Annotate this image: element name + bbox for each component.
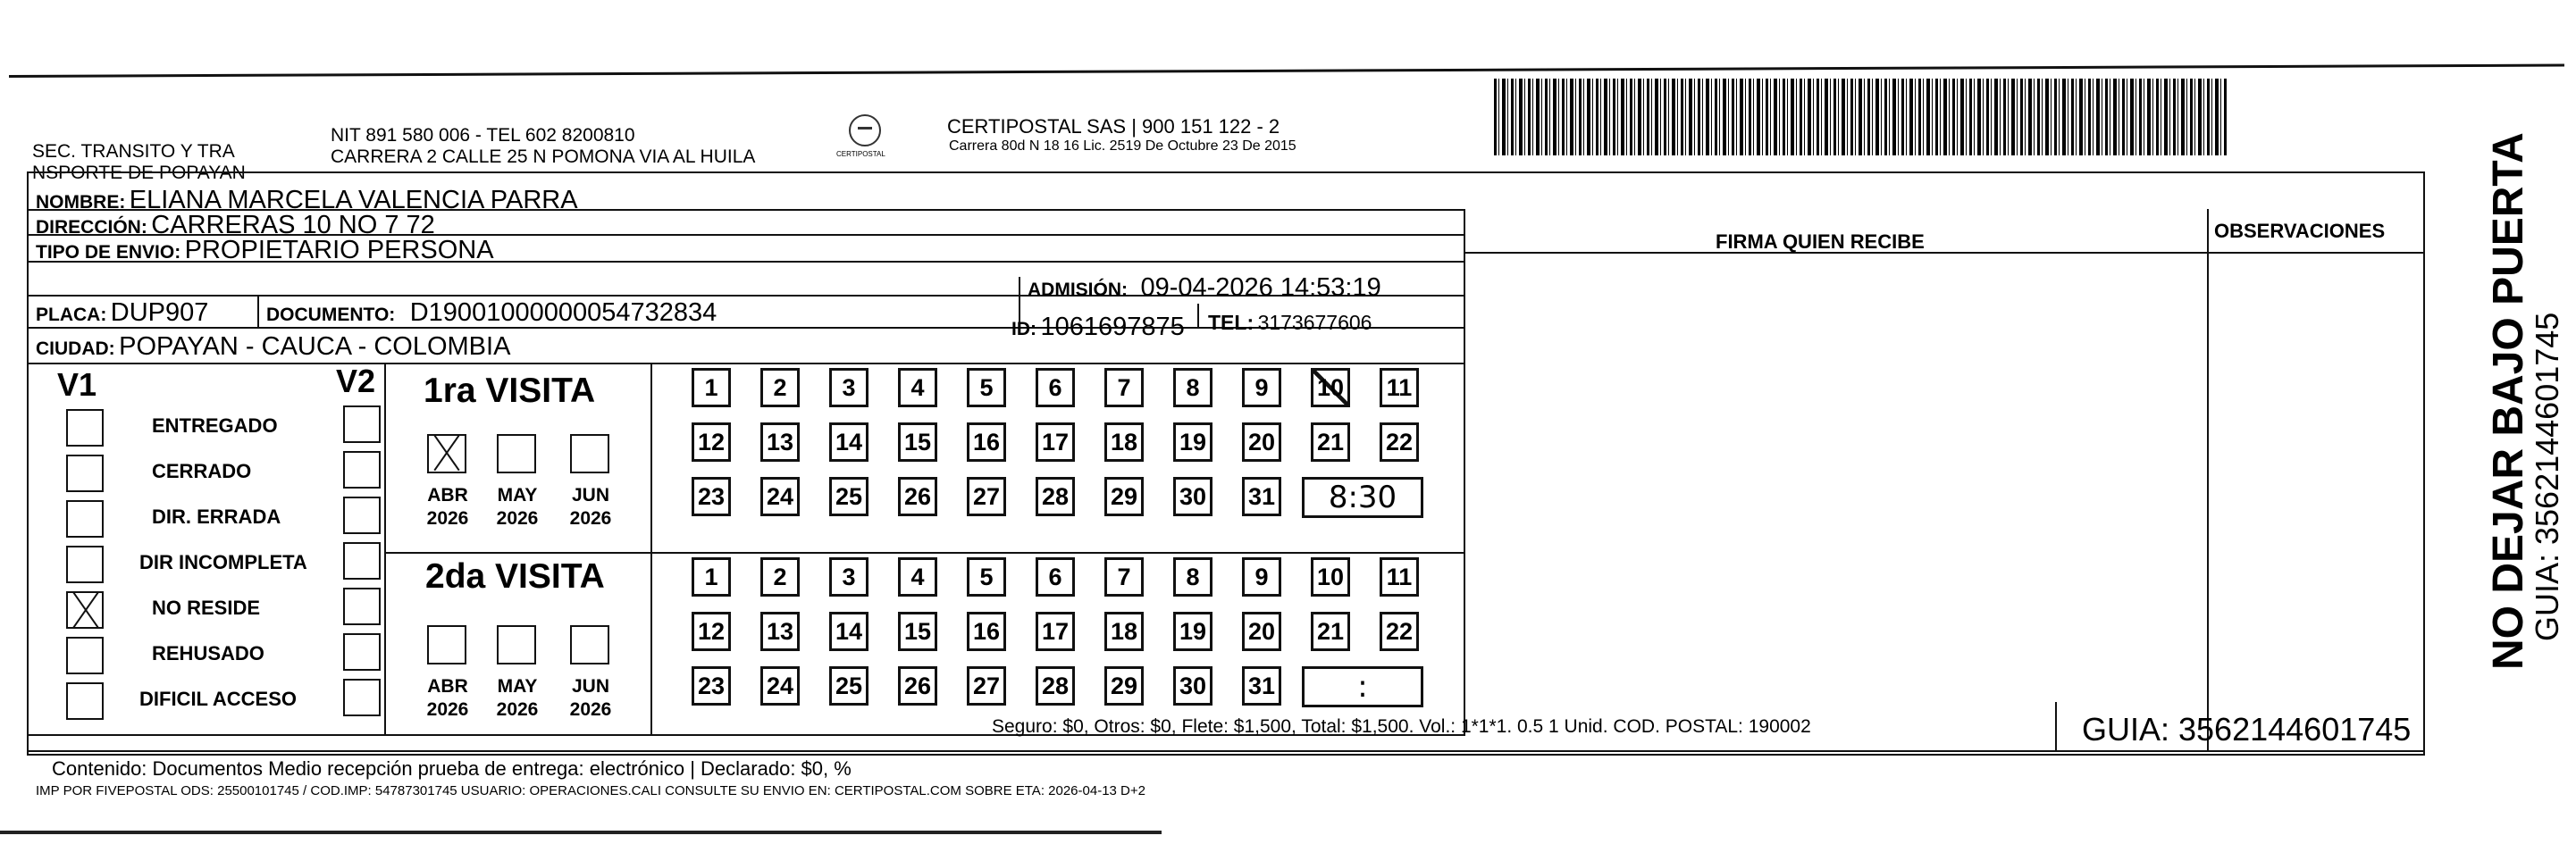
cell-divider <box>1197 304 1199 327</box>
day-box[interactable]: 12 <box>692 422 731 462</box>
bottom-rule <box>0 831 1162 834</box>
v1-header: V1 <box>57 366 97 403</box>
v2-checkbox[interactable] <box>343 633 381 671</box>
visit-left-border <box>384 363 386 736</box>
side-warning: NO DEJAR BAJO PUERTA <box>2485 132 2532 670</box>
month-name: MAY <box>497 485 538 506</box>
day-box[interactable]: 6 <box>1036 368 1075 407</box>
v1-checkbox[interactable] <box>66 591 104 629</box>
status-label: DIR. ERRADA <box>152 506 281 528</box>
day-box[interactable]: 22 <box>1380 612 1419 651</box>
month-name: ABR <box>427 485 468 506</box>
month-name: JUN <box>571 485 609 506</box>
day-box[interactable]: 23 <box>692 666 731 706</box>
side-guia: GUIA: 3562144601745 <box>2529 312 2565 641</box>
day-box[interactable]: 8 <box>1173 368 1212 407</box>
day-box[interactable]: 25 <box>829 477 868 516</box>
day-box[interactable]: 17 <box>1036 612 1075 651</box>
city-value: POPAYAN - CAUCA - COLOMBIA <box>119 332 511 361</box>
v1-checkbox[interactable] <box>66 682 104 720</box>
month-name: JUN <box>571 676 609 697</box>
day-box[interactable]: 29 <box>1104 477 1144 516</box>
time-box[interactable]: : <box>1302 666 1423 707</box>
footer-line-1: Contenido: Documentos Medio recepción prueba de entrega: electrónico | Declarado: $0, % <box>52 757 852 780</box>
name-label: NOMBRE: <box>36 192 126 213</box>
day-box[interactable]: 6 <box>1036 557 1075 597</box>
document-value: D19001000000054732834 <box>409 298 717 327</box>
signature-header-divider <box>1465 252 2423 254</box>
day-box[interactable]: 11 <box>1380 368 1419 407</box>
status-label: DIR INCOMPLETA <box>139 551 307 573</box>
day-box[interactable]: 25 <box>829 666 868 706</box>
day-box[interactable]: 20 <box>1242 422 1281 462</box>
days-left-border <box>650 363 652 736</box>
shipping-value: PROPIETARIO PERSONA <box>184 236 494 264</box>
v1-checkbox[interactable] <box>66 409 104 447</box>
month-label <box>559 675 622 722</box>
address-label: DIRECCIÓN: <box>36 217 147 238</box>
v2-checkbox[interactable] <box>343 679 381 716</box>
guia-box-border <box>2055 702 2057 752</box>
cell-divider <box>257 295 259 327</box>
issuer-address: CARRERA 2 CALLE 25 N POMONA VIA AL HUILA <box>331 146 756 167</box>
day-box[interactable]: 9 <box>1242 557 1281 597</box>
month-name: ABR <box>427 676 468 697</box>
nit-line: NIT 891 580 006 - TEL 602 8200810 <box>331 125 635 146</box>
id-value: 1061697875 <box>1040 313 1185 341</box>
status-label: REHUSADO <box>152 642 264 664</box>
month-name: MAY <box>497 676 538 697</box>
issuer-line-1: SEC. TRANSITO Y TRA <box>32 141 235 162</box>
admission-label: ADMISIÓN: <box>1028 280 1128 300</box>
v2-checkbox[interactable] <box>343 451 381 489</box>
month-checkbox[interactable] <box>570 434 609 473</box>
day-box[interactable]: 18 <box>1104 612 1144 651</box>
observations-header: OBSERVACIONES <box>2214 220 2386 242</box>
document-row <box>266 298 717 328</box>
day-box[interactable]: 19 <box>1173 612 1212 651</box>
row-divider <box>27 363 1465 364</box>
id-label: ID: <box>1011 319 1036 339</box>
id-row <box>1011 313 1185 342</box>
day-box[interactable]: 5 <box>967 368 1006 407</box>
day-box[interactable]: 4 <box>898 557 937 597</box>
day-box[interactable]: 21 <box>1311 422 1350 462</box>
day-box[interactable]: 13 <box>760 612 800 651</box>
month-year: 2026 <box>569 508 612 529</box>
tel-value: 3173677606 <box>1257 311 1372 334</box>
day-box[interactable]: 7 <box>1104 557 1144 597</box>
month-year: 2026 <box>569 699 612 720</box>
time-box[interactable]: 8:30 <box>1302 477 1423 518</box>
month-checkbox[interactable] <box>497 625 536 664</box>
day-box[interactable]: 4 <box>898 368 937 407</box>
day-box[interactable]: 11 <box>1380 557 1419 597</box>
top-rule <box>9 64 2564 78</box>
v2-checkbox[interactable] <box>343 588 381 625</box>
barcode <box>1494 79 2227 155</box>
day-box[interactable]: 9 <box>1242 368 1281 407</box>
month-checkbox[interactable] <box>427 625 466 664</box>
day-box[interactable]: 21 <box>1311 612 1350 651</box>
day-box[interactable]: 5 <box>967 557 1006 597</box>
day-box[interactable]: 28 <box>1036 666 1075 706</box>
day-box[interactable]: 27 <box>967 477 1006 516</box>
day-box[interactable]: 26 <box>898 477 937 516</box>
summary-line: Seguro: $0, Otros: $0, Flete: $1,500, Total: $1,500. Vol.: 1*1*1. 0.5 1 Unid. COD. POSTAL: 190002 <box>992 716 1811 737</box>
status-label: CERRADO <box>152 460 252 482</box>
v1-checkbox[interactable] <box>66 500 104 538</box>
certipostal-logo-icon <box>849 114 881 146</box>
issuer-line-2: NSPORTE DE POPAYAN <box>32 163 246 183</box>
day-box[interactable]: 2 <box>760 368 800 407</box>
shipping-label: TIPO DE ENVIO: <box>36 242 181 263</box>
day-box[interactable]: 3 <box>829 368 868 407</box>
day-box[interactable]: 22 <box>1380 422 1419 462</box>
v1-checkbox[interactable] <box>66 546 104 583</box>
day-box[interactable]: 14 <box>829 612 868 651</box>
day-box[interactable]: 13 <box>760 422 800 462</box>
day-box[interactable]: 19 <box>1173 422 1212 462</box>
month-checkbox[interactable] <box>427 434 466 473</box>
company-license: Carrera 80d N 18 16 Lic. 2519 De Octubre 23 De 2015 <box>949 138 1296 154</box>
month-checkbox[interactable] <box>497 434 536 473</box>
month-label <box>559 484 622 531</box>
day-box[interactable]: 28 <box>1036 477 1075 516</box>
day-box[interactable]: 3 <box>829 557 868 597</box>
v2-checkbox[interactable] <box>343 405 381 443</box>
status-label: NO RESIDE <box>152 597 261 619</box>
issuer-contact <box>331 125 755 168</box>
day-box[interactable]: 10 <box>1311 557 1350 597</box>
day-box[interactable]: 15 <box>898 612 937 651</box>
address-value: CARRERAS 10 NO 7 72 <box>151 211 435 239</box>
observations-left-border <box>2207 209 2209 750</box>
day-box[interactable]: 20 <box>1242 612 1281 651</box>
day-box[interactable]: 16 <box>967 422 1006 462</box>
status-label: DIFICIL ACCESO <box>139 688 298 710</box>
day-box[interactable]: 18 <box>1104 422 1144 462</box>
day-box[interactable]: 12 <box>692 612 731 651</box>
day-box[interactable]: 1 <box>692 557 731 597</box>
signature-left-border <box>1464 209 1465 736</box>
day-box[interactable]: 24 <box>760 666 800 706</box>
day-box[interactable]: 15 <box>898 422 937 462</box>
day-box[interactable]: 7 <box>1104 368 1144 407</box>
plate-value: DUP907 <box>110 298 209 327</box>
tel-row <box>1208 311 1372 335</box>
day-box[interactable]: 1 <box>692 368 731 407</box>
signature-header: FIRMA QUIEN RECIBE <box>1716 230 1925 253</box>
v2-checkbox[interactable] <box>343 497 381 534</box>
day-box[interactable]: 8 <box>1173 557 1212 597</box>
status-label: ENTREGADO <box>152 414 278 437</box>
tel-label: TEL: <box>1208 311 1254 334</box>
month-year: 2026 <box>496 699 539 720</box>
v1-checkbox[interactable] <box>66 455 104 492</box>
document-label: DOCUMENTO: <box>266 305 396 325</box>
day-box[interactable]: 30 <box>1173 477 1212 516</box>
v2-checkbox[interactable] <box>343 542 381 580</box>
day-box[interactable]: 27 <box>967 666 1006 706</box>
plate-row <box>36 298 208 328</box>
month-year: 2026 <box>496 508 539 529</box>
admission-row <box>1028 273 1381 303</box>
logo-text: CERTIPOSTAL <box>836 150 885 158</box>
guia-box: GUIA: 3562144601745 <box>2082 711 2412 748</box>
visit1-title: 1ra VISITA <box>424 372 596 410</box>
day-box[interactable]: 2 <box>760 557 800 597</box>
city-label: CIUDAD: <box>36 338 115 359</box>
month-label <box>416 484 479 531</box>
plate-label: PLACA: <box>36 305 107 325</box>
day-box[interactable]: 10 <box>1311 368 1350 407</box>
name-value: ELIANA MARCELA VALENCIA PARRA <box>129 186 578 214</box>
city-row <box>36 332 510 362</box>
day-box[interactable]: 31 <box>1242 477 1281 516</box>
visit2-title: 2da VISITA <box>425 557 605 596</box>
day-box[interactable]: 29 <box>1104 666 1144 706</box>
v1-checkbox[interactable] <box>66 637 104 674</box>
visit-divider <box>384 552 1465 554</box>
month-checkbox[interactable] <box>570 625 609 664</box>
day-box[interactable]: 30 <box>1173 666 1212 706</box>
shipping-row <box>36 236 494 265</box>
month-label <box>486 484 549 531</box>
day-box[interactable]: 23 <box>692 477 731 516</box>
day-box[interactable]: 31 <box>1242 666 1281 706</box>
day-box[interactable]: 17 <box>1036 422 1075 462</box>
footer-line-2: IMP POR FIVEPOSTAL ODS: 25500101745 / COD.IMP: 54787301745 USUARIO: OPERACIONES.CALI CONSULTE SU ENVIO EN: CERTIPOSTAL.COM SOBRE ETA: 2026-04-13 D+2 <box>36 783 1145 798</box>
day-box[interactable]: 26 <box>898 666 937 706</box>
day-box[interactable]: 14 <box>829 422 868 462</box>
row-divider <box>27 750 2423 752</box>
month-year: 2026 <box>426 699 469 720</box>
v2-header: V2 <box>336 363 376 399</box>
month-label <box>416 675 479 722</box>
admission-value: 09-04-2026 14:53:19 <box>1140 273 1381 302</box>
month-label <box>486 675 549 722</box>
company-name: CERTIPOSTAL SAS | 900 151 122 - 2 <box>947 115 1280 138</box>
month-year: 2026 <box>426 508 469 529</box>
day-box[interactable]: 16 <box>967 612 1006 651</box>
day-box[interactable]: 24 <box>760 477 800 516</box>
